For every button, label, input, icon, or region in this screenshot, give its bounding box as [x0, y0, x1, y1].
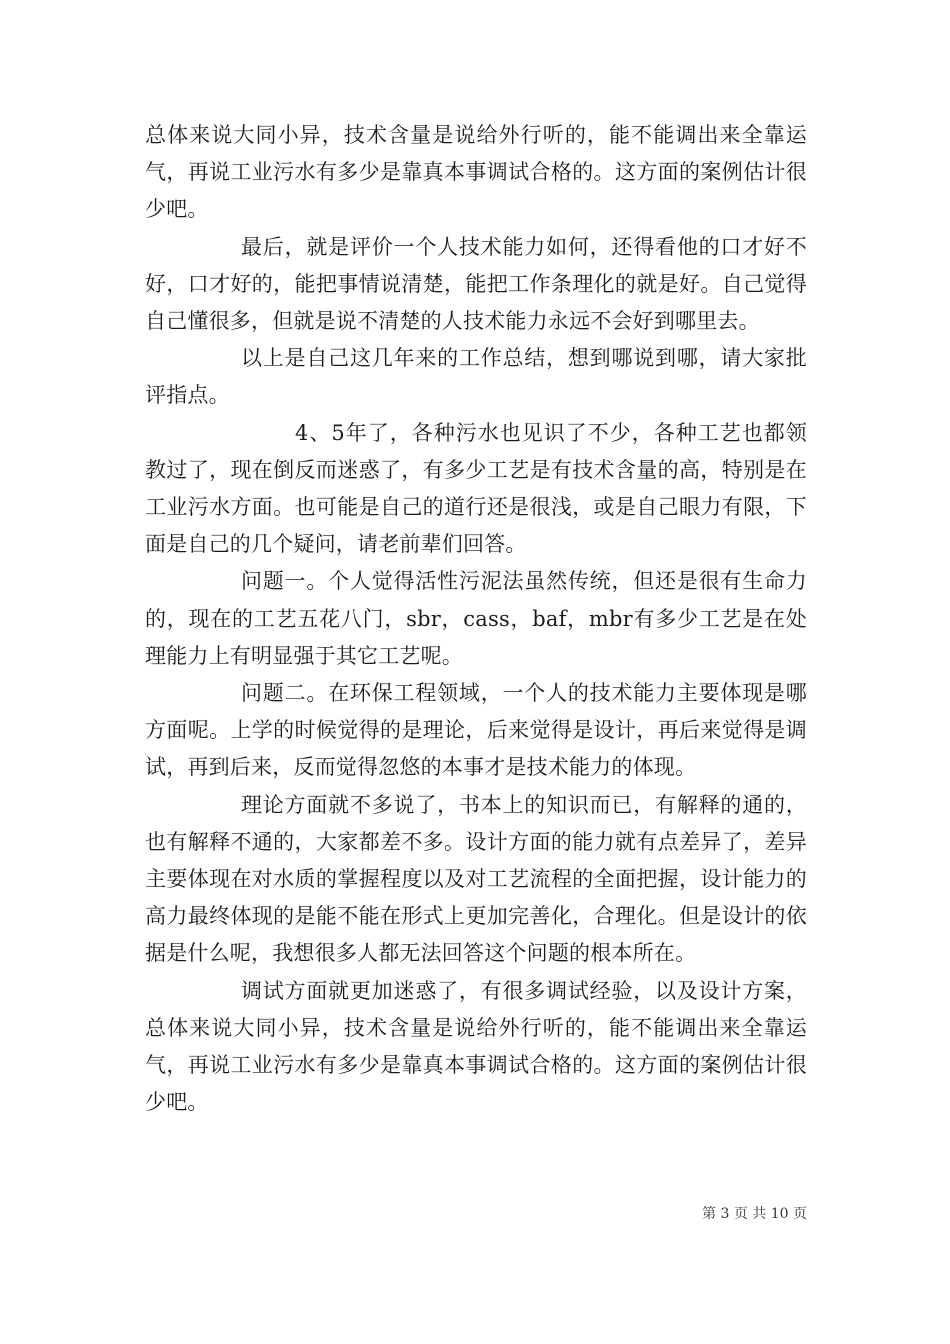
paragraph-final-point: 最后，就是评价一个人技术能力如何，还得看他的口才好不好，口才好的，能把事情说清楚，能把工作条理化的就是好。自己觉得自己懂很多，但就是说不清楚的人技术能力永远不会好到哪里去。	[145, 234, 807, 334]
paragraph-theory-design: 理论方面就不多说了，书本上的知识而已，有解释的通的，也有解释不通的，大家都差不多。设计方面的能力就有点差异了，差异主要体现在对水质的掌握程度以及对工艺流程的全面把握，设计能力的高力最终体现的是能不能在形式上更加完善化，合理化。但是设计的依据是什么呢，我想很多人都无法回答这个问题的根本所在。	[145, 792, 807, 966]
paragraph-question-one: 问题一。个人觉得活性污泥法虽然传统，但还是很有生命力的，现在的工艺五花八门，sbr，cass，baf，mbr有多少工艺是在处理能力上有明显强于其它工艺呢。	[145, 569, 807, 668]
paragraph-question-two: 问题二。在环保工程领域，一个人的技术能力主要体现是哪方面呢。上学的时候觉得的是理论，后来觉得是设计，再后来觉得是调试，再到后来，反而觉得忽悠的本事才是技术能力的体现。	[145, 681, 807, 780]
document-body	[145, 117, 807, 1121]
paragraph-debugging: 调试方面就更加迷惑了，有很多调试经验，以及设计方案，总体来说大同小异，技术含量是说给外行听的，能不能调出来全靠运气，再说工业污水有多少是靠真本事调试合格的。这方面的案例估计很少吧。	[145, 978, 807, 1115]
page-number: 第 3 页 共 10 页	[702, 1206, 807, 1222]
paragraph-continuation: 总体来说大同小异，技术含量是说给外行听的，能不能调出来全靠运气，再说工业污水有多少是靠真本事调试合格的。这方面的案例估计很少吧。	[145, 123, 807, 222]
paragraph-intro-questions: 4、5年了，各种污水也见识了不少，各种工艺也都领教过了，现在倒反而迷惑了，有多少工艺是有技术含量的高，特别是在工业污水方面。也可能是自己的道行还是很浅，或是自己眼力有限，下面是自己的几个疑问，请老前辈们回答。	[145, 420, 807, 557]
paragraph-summary: 以上是自己这几年来的工作总结，想到哪说到哪，请大家批评指点。	[145, 346, 807, 408]
